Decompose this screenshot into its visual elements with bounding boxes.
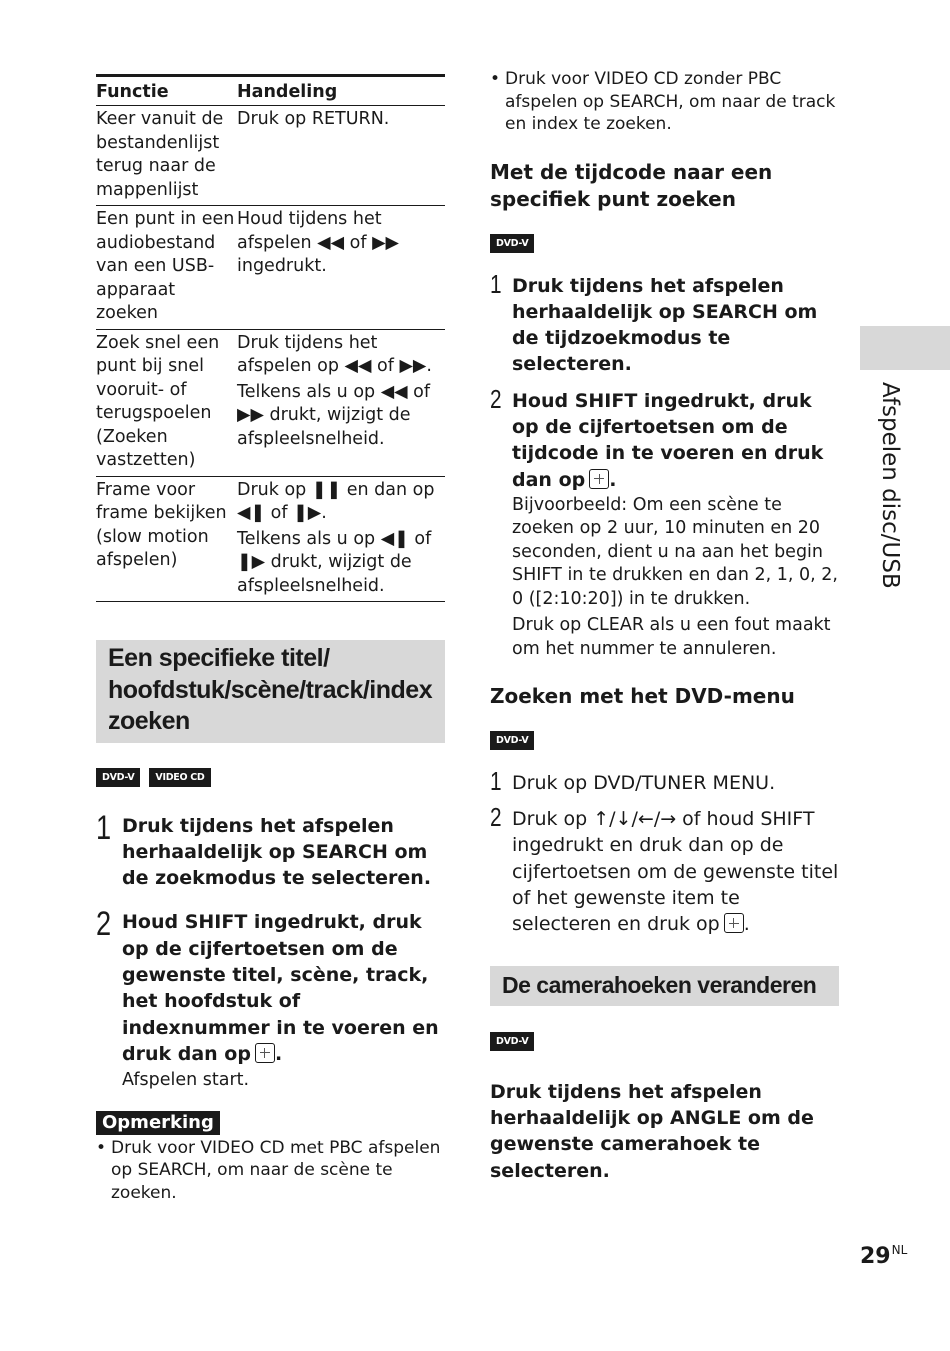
- step-number: 2: [490, 383, 502, 414]
- angle-instruction: Druk tijdens het afspelen herhaaldelijk op ANGLE om de gewenste camerahoek te selecteren.: [490, 1080, 814, 1182]
- step-2: [490, 383, 840, 662]
- badge-group: [490, 728, 840, 750]
- step-1: [96, 808, 445, 892]
- step-text: Druk tijdens het afspelen herhaaldelijk op SEARCH om de zoekmodus te selecteren.: [122, 814, 432, 890]
- step-1: [490, 765, 840, 796]
- step-number: 1: [490, 765, 502, 796]
- table-row: [96, 329, 445, 476]
- step-text: Druk op DVD/TUNER MENU.: [512, 771, 776, 794]
- section-heading-timecode: Met de tijdcode naar een specifiek punt zoeken: [490, 159, 773, 211]
- dvd-v-badge: DVD-V: [490, 234, 534, 253]
- section-heading-camera: De camerahoeken veranderen: [490, 966, 839, 1006]
- step-text-main: Houd SHIFT ingedrukt, druk op de cijfertoetsen om de tijdcode in te voeren en druk dan op: [512, 389, 824, 491]
- step-number: 2: [490, 802, 502, 833]
- handeling-text: Druk tijdens het afspelen op ◀◀ of ▶▶.: [237, 332, 432, 376]
- page-number-value: 29: [860, 1244, 891, 1269]
- step-text: Druk op ↑/↓/←/→ of houd SHIFT ingedrukt en druk dan op de cijfertoetsen om de gewenste titel of het gewenste item te selecteren en druk op .: [512, 808, 839, 936]
- step-text: Houd SHIFT ingedrukt, druk op de cijfertoetsen om de tijdcode in te voeren en druk dan op .: [512, 389, 824, 491]
- table-cell-functie: Keer vanuit de bestandenlijst terug naar de mappenlijst: [96, 106, 237, 206]
- handeling-text: Houd tijdens het afspelen ◀◀ of ▶▶ ingedrukt.: [237, 209, 399, 276]
- enter-button-icon: [255, 1043, 275, 1063]
- table-header-handeling: Handeling: [237, 76, 445, 106]
- dvd-v-badge: DVD-V: [490, 1032, 534, 1051]
- handeling-text: Telkens als u op ◀◀ of ▶▶ drukt, wijzigt de afspleelsnelheid.: [237, 381, 431, 449]
- video-cd-badge: VIDEO CD: [149, 768, 210, 787]
- step-text: Houd SHIFT ingedrukt, druk op de cijfertoetsen om de gewenste titel, scène, track, het hoofdstuk of indexnummer in te voeren en druk dan op .: [122, 911, 439, 1065]
- note-block: [96, 1111, 445, 1205]
- function-table: [96, 74, 445, 602]
- table-row: [96, 476, 445, 602]
- table-cell-functie: Een punt in een audiobestand van een USB-apparaat zoeken: [96, 206, 237, 330]
- page-language-code: NL: [891, 1243, 908, 1257]
- handeling-text: Druk op RETURN.: [237, 109, 390, 129]
- chapter-label-text: Afspelen disc/USB: [877, 382, 903, 589]
- chapter-label: [873, 382, 909, 592]
- table-row: [96, 106, 445, 206]
- table-cell-handeling: [237, 329, 445, 476]
- step-1: [490, 268, 840, 378]
- step-text-main: Houd SHIFT ingedrukt, druk op de cijfertoetsen om de gewenste titel, scène, track, het hoofdstuk of indexnummer in te voeren en druk dan op: [122, 911, 439, 1065]
- dvd-v-badge: DVD-V: [96, 768, 140, 787]
- step-number: 1: [96, 808, 112, 847]
- table-cell-handeling: [237, 476, 445, 602]
- handeling-text: Telkens als u op ◀❚ of ❚▶ drukt, wijzigt de afspleelsnelheid.: [237, 528, 432, 596]
- step-2: [490, 802, 840, 937]
- chapter-tab: [860, 326, 950, 370]
- enter-button-icon: [724, 913, 744, 933]
- table-row: [96, 206, 445, 330]
- table-header-functie: Functie: [96, 76, 237, 106]
- step-tip: Druk op CLEAR als u een fout maakt om het nummer te annuleren.: [512, 615, 831, 659]
- table-cell-functie: Frame voor frame bekijken (slow motion afspelen): [96, 476, 237, 602]
- step-result: Afspelen start.: [122, 1070, 250, 1091]
- note-label: Opmerking: [96, 1111, 220, 1135]
- step-text-main: Druk op ↑/↓/←/→ of houd SHIFT ingedrukt en druk dan op de cijfertoetsen om de gewenste titel of het gewenste item te selecteren en druk op: [512, 808, 839, 936]
- table-cell-handeling: [237, 106, 445, 206]
- section-heading-dvd-menu: Zoeken met het DVD-menu: [490, 684, 795, 709]
- table-cell-handeling: [237, 206, 445, 330]
- step-2: [96, 905, 445, 1092]
- dvd-v-badge: DVD-V: [490, 731, 534, 750]
- page-number: [860, 1243, 907, 1269]
- note-item: • Druk voor VIDEO CD zonder PBC afspelen op SEARCH, om naar de track en index te zoeken.: [490, 68, 840, 136]
- badge-group: [96, 768, 445, 787]
- step-example: Bijvoorbeeld: Om een scène te zoeken op 2 uur, 10 minuten en 20 seconden, dient u na aan het begin SHIFT in te drukken en dan 2, 1, 0, 2, 0 ([2:10:20]) in te drukken.: [512, 494, 838, 609]
- section-heading-search: Een specifieke titel/ hoofdstuk/scène/track/index zoeken: [96, 640, 445, 743]
- left-column: [96, 74, 445, 1204]
- step-text: Druk tijdens het afspelen herhaaldelijk op SEARCH om de tijdzoekmodus te selecteren.: [512, 274, 818, 376]
- handeling-text: Druk op ❚❚ en dan op ◀❚ of ❚▶.: [237, 479, 435, 523]
- enter-button-icon: [589, 469, 609, 489]
- badge-group: [490, 231, 840, 253]
- step-number: 1: [490, 268, 502, 299]
- step-number: 2: [96, 905, 112, 944]
- note-item: • Druk voor VIDEO CD met PBC afspelen op SEARCH, om naar de scène te zoeken.: [96, 1137, 445, 1205]
- badge-group: [490, 1029, 840, 1051]
- table-cell-functie: Zoek snel een punt bij snel vooruit- of terugspoelen (Zoeken vastzetten): [96, 329, 237, 476]
- right-column: [490, 68, 840, 1184]
